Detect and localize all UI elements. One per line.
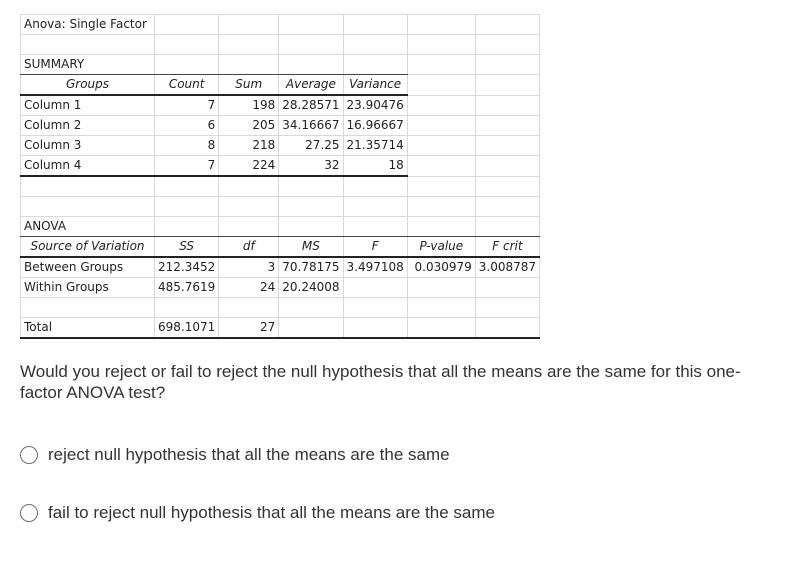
sheet-cell — [279, 197, 343, 217]
sheet-cell: 212.3452 — [155, 257, 219, 278]
sheet-cell — [407, 298, 475, 318]
sheet-cell: P-value — [407, 237, 475, 258]
summary-label-row — [21, 55, 540, 75]
sheet-cell: 198 — [219, 95, 279, 116]
sheet-cell — [279, 176, 343, 197]
sheet-cell — [21, 298, 155, 318]
sheet-cell — [155, 55, 219, 75]
anova-spreadsheet — [20, 14, 540, 339]
sheet-cell: F crit — [475, 237, 539, 258]
sheet-cell — [475, 278, 539, 298]
sheet-cell — [219, 15, 279, 35]
total-row — [21, 318, 540, 339]
anova-table — [20, 14, 540, 339]
sheet-cell: df — [219, 237, 279, 258]
option-label: reject null hypothesis that all the means are the same — [48, 445, 450, 464]
sheet-cell: 0.030979 — [407, 257, 475, 278]
sheet-cell: 698.1071 — [155, 318, 219, 339]
sheet-cell — [155, 197, 219, 217]
sheet-cell — [407, 55, 475, 75]
sheet-cell — [407, 15, 475, 35]
sheet-cell — [475, 298, 539, 318]
sheet-cell: MS — [279, 237, 343, 258]
sheet-cell: SUMMARY — [21, 55, 155, 75]
sheet-cell: 3.008787 — [475, 257, 539, 278]
sheet-cell: 27.25 — [279, 136, 343, 156]
summary-header-row — [21, 75, 540, 96]
option-reject[interactable] — [20, 445, 450, 465]
sheet-cell — [155, 15, 219, 35]
sheet-cell — [475, 176, 539, 197]
sheet-cell: 224 — [219, 156, 279, 177]
sheet-cell: 18 — [343, 156, 407, 177]
sheet-cell — [219, 197, 279, 217]
sheet-cell — [155, 298, 219, 318]
sheet-cell: Groups — [21, 75, 155, 96]
sheet-cell: 3 — [219, 257, 279, 278]
sheet-cell — [219, 176, 279, 197]
sheet-cell — [475, 15, 539, 35]
sheet-cell: Between Groups — [21, 257, 155, 278]
sheet-cell — [279, 298, 343, 318]
sheet-cell — [407, 136, 475, 156]
sheet-cell: ANOVA — [21, 217, 155, 237]
sheet-cell: Column 4 — [21, 156, 155, 177]
sheet-cell — [407, 156, 475, 177]
option-fail-to-reject[interactable] — [20, 503, 495, 523]
anova-header-row — [21, 237, 540, 258]
sheet-cell: 32 — [279, 156, 343, 177]
sheet-cell: Column 1 — [21, 95, 155, 116]
sheet-cell — [343, 217, 407, 237]
summary-row — [21, 116, 540, 136]
sheet-cell — [155, 35, 219, 55]
sheet-cell — [343, 35, 407, 55]
anova-row — [21, 278, 540, 298]
sheet-cell — [407, 176, 475, 197]
sheet-cell — [155, 176, 219, 197]
sheet-cell — [343, 55, 407, 75]
sheet-cell — [475, 55, 539, 75]
summary-row — [21, 156, 540, 177]
sheet-cell — [219, 298, 279, 318]
summary-row — [21, 95, 540, 116]
sheet-cell: SS — [155, 237, 219, 258]
sheet-cell: Anova: Single Factor — [21, 15, 155, 35]
sheet-cell — [407, 95, 475, 116]
sheet-cell: 485.7619 — [155, 278, 219, 298]
sheet-cell: Sum — [219, 75, 279, 96]
sheet-cell — [407, 318, 475, 339]
radio-button[interactable] — [20, 504, 38, 522]
sheet-cell — [343, 318, 407, 339]
empty-row — [21, 176, 540, 197]
sheet-cell — [279, 217, 343, 237]
radio-button[interactable] — [20, 446, 38, 464]
anova-row — [21, 257, 540, 278]
sheet-cell: 34.16667 — [279, 116, 343, 136]
sheet-cell: 205 — [219, 116, 279, 136]
sheet-cell — [407, 217, 475, 237]
sheet-cell — [343, 176, 407, 197]
sheet-cell: 21.35714 — [343, 136, 407, 156]
sheet-cell: 6 — [155, 116, 219, 136]
sheet-cell — [475, 217, 539, 237]
option-label: fail to reject null hypothesis that all the means are the same — [48, 503, 495, 522]
sheet-cell — [407, 116, 475, 136]
sheet-cell — [475, 318, 539, 339]
sheet-cell — [279, 15, 343, 35]
sheet-cell — [475, 197, 539, 217]
sheet-cell — [155, 217, 219, 237]
sheet-cell: 23.90476 — [343, 95, 407, 116]
sheet-cell: Column 2 — [21, 116, 155, 136]
empty-row — [21, 35, 540, 55]
sheet-cell: Variance — [343, 75, 407, 96]
sheet-cell — [279, 55, 343, 75]
sheet-cell: 27 — [219, 318, 279, 339]
summary-row — [21, 136, 540, 156]
sheet-cell — [279, 318, 343, 339]
sheet-cell: Count — [155, 75, 219, 96]
sheet-cell: 20.24008 — [279, 278, 343, 298]
sheet-cell: 16.96667 — [343, 116, 407, 136]
question-text: Would you reject or fail to reject the null hypothesis that all the means are the same for this one-factor ANOVA test? — [20, 362, 741, 402]
sheet-cell — [475, 95, 539, 116]
sheet-cell: Column 3 — [21, 136, 155, 156]
sheet-cell — [343, 298, 407, 318]
sheet-cell — [21, 197, 155, 217]
empty-row — [21, 298, 540, 318]
sheet-cell: 70.78175 — [279, 257, 343, 278]
sheet-cell — [343, 15, 407, 35]
sheet-cell — [475, 75, 539, 96]
sheet-cell: 218 — [219, 136, 279, 156]
sheet-cell — [219, 55, 279, 75]
sheet-cell — [475, 156, 539, 177]
sheet-cell: 28.28571 — [279, 95, 343, 116]
sheet-cell: F — [343, 237, 407, 258]
sheet-cell — [407, 197, 475, 217]
sheet-cell: 8 — [155, 136, 219, 156]
sheet-cell — [219, 217, 279, 237]
sheet-cell: Average — [279, 75, 343, 96]
sheet-cell — [21, 35, 155, 55]
sheet-cell: 7 — [155, 95, 219, 116]
title-row — [21, 15, 540, 35]
sheet-cell — [343, 197, 407, 217]
sheet-cell: 3.497108 — [343, 257, 407, 278]
sheet-cell — [343, 278, 407, 298]
sheet-cell — [219, 35, 279, 55]
sheet-cell — [407, 75, 475, 96]
empty-row — [21, 197, 540, 217]
sheet-cell: Within Groups — [21, 278, 155, 298]
sheet-cell — [21, 176, 155, 197]
sheet-cell — [407, 35, 475, 55]
sheet-cell: 7 — [155, 156, 219, 177]
sheet-cell — [407, 278, 475, 298]
sheet-cell — [475, 116, 539, 136]
sheet-cell: 24 — [219, 278, 279, 298]
sheet-cell — [279, 35, 343, 55]
sheet-cell — [475, 35, 539, 55]
anova-label-row — [21, 217, 540, 237]
sheet-cell: Total — [21, 318, 155, 339]
sheet-cell — [475, 136, 539, 156]
sheet-cell: Source of Variation — [21, 237, 155, 258]
